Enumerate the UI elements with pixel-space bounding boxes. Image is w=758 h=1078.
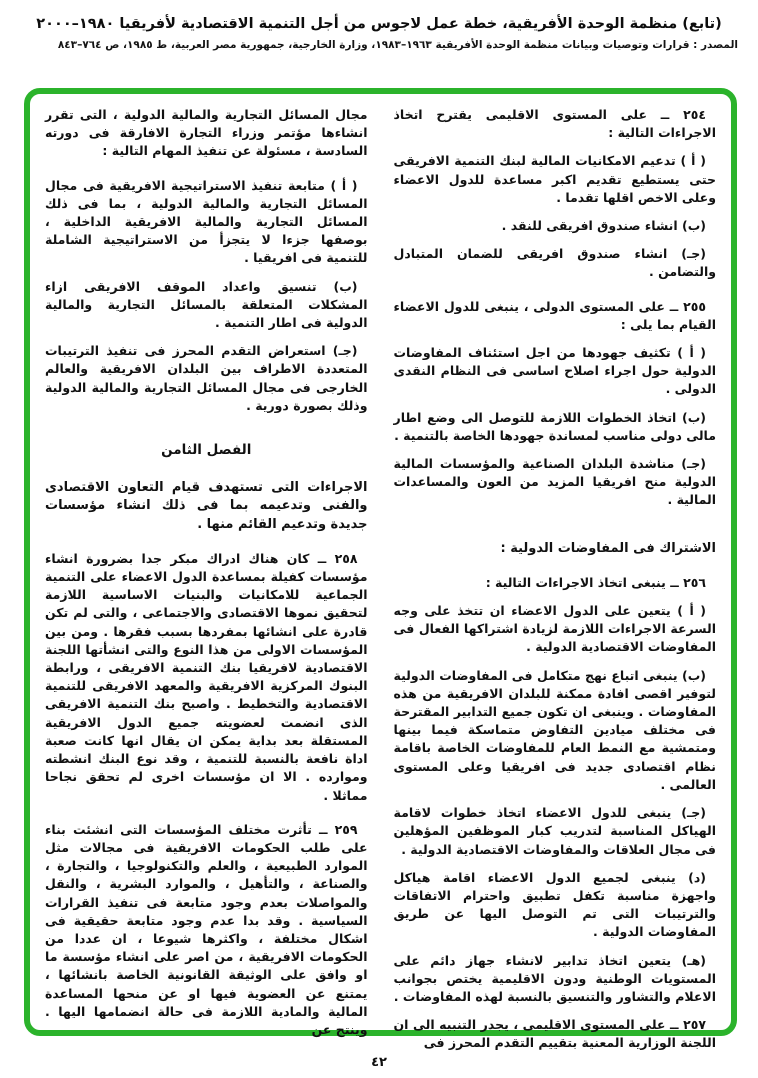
paragraph: ٢٥٦ ــ ينبغى اتخاذ الاجراءات التالية : [485, 574, 706, 590]
column-right [393, 106, 717, 1051]
paragraph: ( أ ) يتعين على الدول الاعضاء ان تتخذ على وجه السرعة الاجراءات اللازمة لزيادة اشتراكها الفعال فى المفاوضات الاقتصادية الدولية . [393, 603, 716, 655]
paragraph: ( أ ) تكثيف جهودها من اجل استئناف المفاوضات الدولية حول اجراء اصلاح اساسى فى النظام النقدى الدولى . [393, 345, 716, 397]
page-number: ٤٢ [371, 1055, 387, 1070]
column-left [45, 106, 368, 1037]
paragraph: (جـ) مناشدة البلدان الصناعية والمؤسسات المالية الدولية منح افريقيا المزيد من العون والمساعدات المالية . [393, 456, 716, 508]
paragraph: ٢٥٤ ــ على المستوى الاقليمى يقترح اتخاذ الاجراءات التالية : [393, 107, 716, 141]
section-heading: الاجراءات التى تستهدف قيام التعاون الاقتصادى والفنى وتدعيمه بما فى ذلك انشاء مؤسسات جديدة وتدعيم القائم منها . [45, 480, 368, 532]
document-title: (تابع) منظمة الوحدة الأفريقية، خطة عمل لاجوس من أجل التنمية الاقتصادية لأفريقيا ١٩٨٠–٢٠٠٠ [36, 16, 722, 32]
paragraph: (ب) اتخاذ الخطوات اللازمة للتوصل الى وضع اطار مالى دولى مناسب لمساندة جهودها الخاصة بالتنمية . [393, 409, 716, 443]
paragraph: (جـ) انشاء صندوق افريقى للضمان المتبادل والتضامن . [393, 246, 716, 280]
content-border-box [24, 88, 737, 1051]
paragraph: ( أ ) تدعيم الامكانيات المالية لبنك التنمية الافريقى حتى يستطيع تقديم اكبر مساعدة للدول الاعضاء وعلى الاخص اقلها تقدما . [393, 153, 716, 205]
paragraph: ٢٥٥ ــ على المستوى الدولى ، ينبغى للدول الاعضاء القيام بما يلى : [393, 298, 716, 332]
paragraph: (د) ينبغى لجميع الدول الاعضاء اقامة هياكل واجهزة مناسبة تكفل تطبيق واحترام الاتفاقات والترتيبات التى تم التوصل اليها عن طريق المفاوضات الدولية . [393, 869, 716, 940]
document-source: المصدر : قرارات وتوصيات وبيانات منظمة الوحدة الأفريقية ١٩٦٣–١٩٨٣، وزارة الخارجية، جمهورية مصر العربية، ط ١٩٨٥، ص ٧٦٤–٨٤٣ [57, 39, 738, 51]
page-footer [0, 1051, 758, 1070]
paragraph: مجال المسائل التجارية والمالية الدولية ، التى تقرر انشاءها مؤتمر وزراء التجارة الافارقة فى دورته السادسة ، مسئولة عن تنفيذ المهام التالية : [45, 107, 368, 159]
paragraph: ٢٥٨ ــ كان هناك ادراك مبكر جدا بضرورة انشاء مؤسسات كفيلة بمساعدة الدول الاعضاء على التنمية الجماعية للامكانيات والبنيات الاساسية اللازمة لتحقيق نموها الاقتصادى والاجتماعى ، والتى لم تكن قادرة على انشائها بمفردها بسبب فقرها . ومن بين المؤسسات الاولى من هذا النوع والتى انشأتها اللجنة الاقتصادية لافريقيا بنك التنمية الافريقى ، ورابطة البنوك المركزية الافريقية والمعهد الافريقى للتنمية الاقتصادية والتخطيط . واصبح بنك التنمية الافريقى الذى انضمت لعضويته جميع الدول الافريقية المستقلة بعد بداية يمكن ان يقال انها كانت صعبة اداة نافعة بالنسبة للتنمية ، وقد نوع البنك انشطته وموارده . الا ان مؤسسات اخرى لم تحقق نجاحا مماثلا . [45, 550, 368, 803]
paragraph: (هـ) يتعين اتخاذ تدابير لانشاء جهاز دائم على المستويات الوطنية ودون الاقليمية يختص بجوانب الاعلام والتشاور والتنسيق بالنسبة لهذه المفاوضات . [393, 952, 716, 1004]
paragraph: ٢٥٧ ــ على المستوى الاقليمى ، يجدر التنبيه الى ان اللجنة الوزارية المعنية بتقييم التقدم المحرز فى [393, 1017, 716, 1051]
section-heading: الاشتراك فى المفاوضات الدولية : [500, 540, 716, 556]
paragraph: ٢٥٩ ــ تأثرت مختلف المؤسسات التى انشئت بناء على طلب الحكومات الافريقية فى مجالات مثل الموارد الطبيعية ، والعلم والتكنولوجيا ، والتجارة ، والصناعة ، والتأهيل ، والموارد البشرية ، والنقل والمواصلات بعدم وجود متابعة فى تنفيذ القرارات السياسية . وقد بدا عدم وجود متابعة حقيقية فى اشكال مختلفة ، واكثرها شيوعا ، ان عددا من الحكومات الافريقية ، من اصر على انشاء مؤسسة ما او وافق على الوثيقة القانونية الخاصة بانشائها ، يمتنع عن العضوية فيها او عن منحها المساعدة المالية والمادية اللازمة فى حالة انضمامها اليها . وينتج عن [45, 821, 368, 1037]
paragraph: (جـ) ينبغى للدول الاعضاء اتخاذ خطوات لاقامة الهياكل المناسبة لتدريب كبار الموظفين المؤهلين فى مجال العلاقات والمفاوضات الاقتصادية الدولية . [393, 805, 716, 857]
paragraph: ( أ ) متابعة تنفيذ الاستراتيجية الافريقية فى مجال المسائل التجارية والمالية الدولية ، بما فى ذلك المسائل التجارية والمالية الافريقية الداخلية ، بوصفها جزءا لا يتجزأ من الاستراتيجية الشاملة للتنمية فى افريقيا . [45, 177, 368, 266]
paragraph: (ب) تنسيق واعداد الموقف الافريقى ازاء المشكلات المتعلقة بالمسائل التجارية والمالية الدولية فى اطار التنمية . [45, 278, 368, 331]
document-header [20, 16, 738, 51]
section-heading: الفصل الثامن [161, 442, 252, 459]
paragraph: (ب) ينبغى اتباع نهج متكامل فى المفاوضات الدولية لتوفير اقصى افادة ممكنة للبلدان الافريقية من هذه المفاوضات . وينبغى ان تكون جميع التدابير المقترحة فى مختلف ميادين التفاوض متماسكة فيما بينها ومتمشية مع النمط العام للمفاوضات الخاصة باقامة نظام اقتصادى جديد فى افريقيا وعلى المستوى العالمى . [393, 667, 716, 792]
paragraph: (جـ) استعراض التقدم المحرز فى تنفيذ الترتيبات المتعددة الاطراف بين البلدان الافريقية والعالم الخارجى فى مجال المسائل التجارية والمالية الدولية وذلك بصورة دورية . [45, 343, 368, 413]
paragraph: (ب) انشاء صندوق افريقى للنقد . [501, 218, 706, 234]
